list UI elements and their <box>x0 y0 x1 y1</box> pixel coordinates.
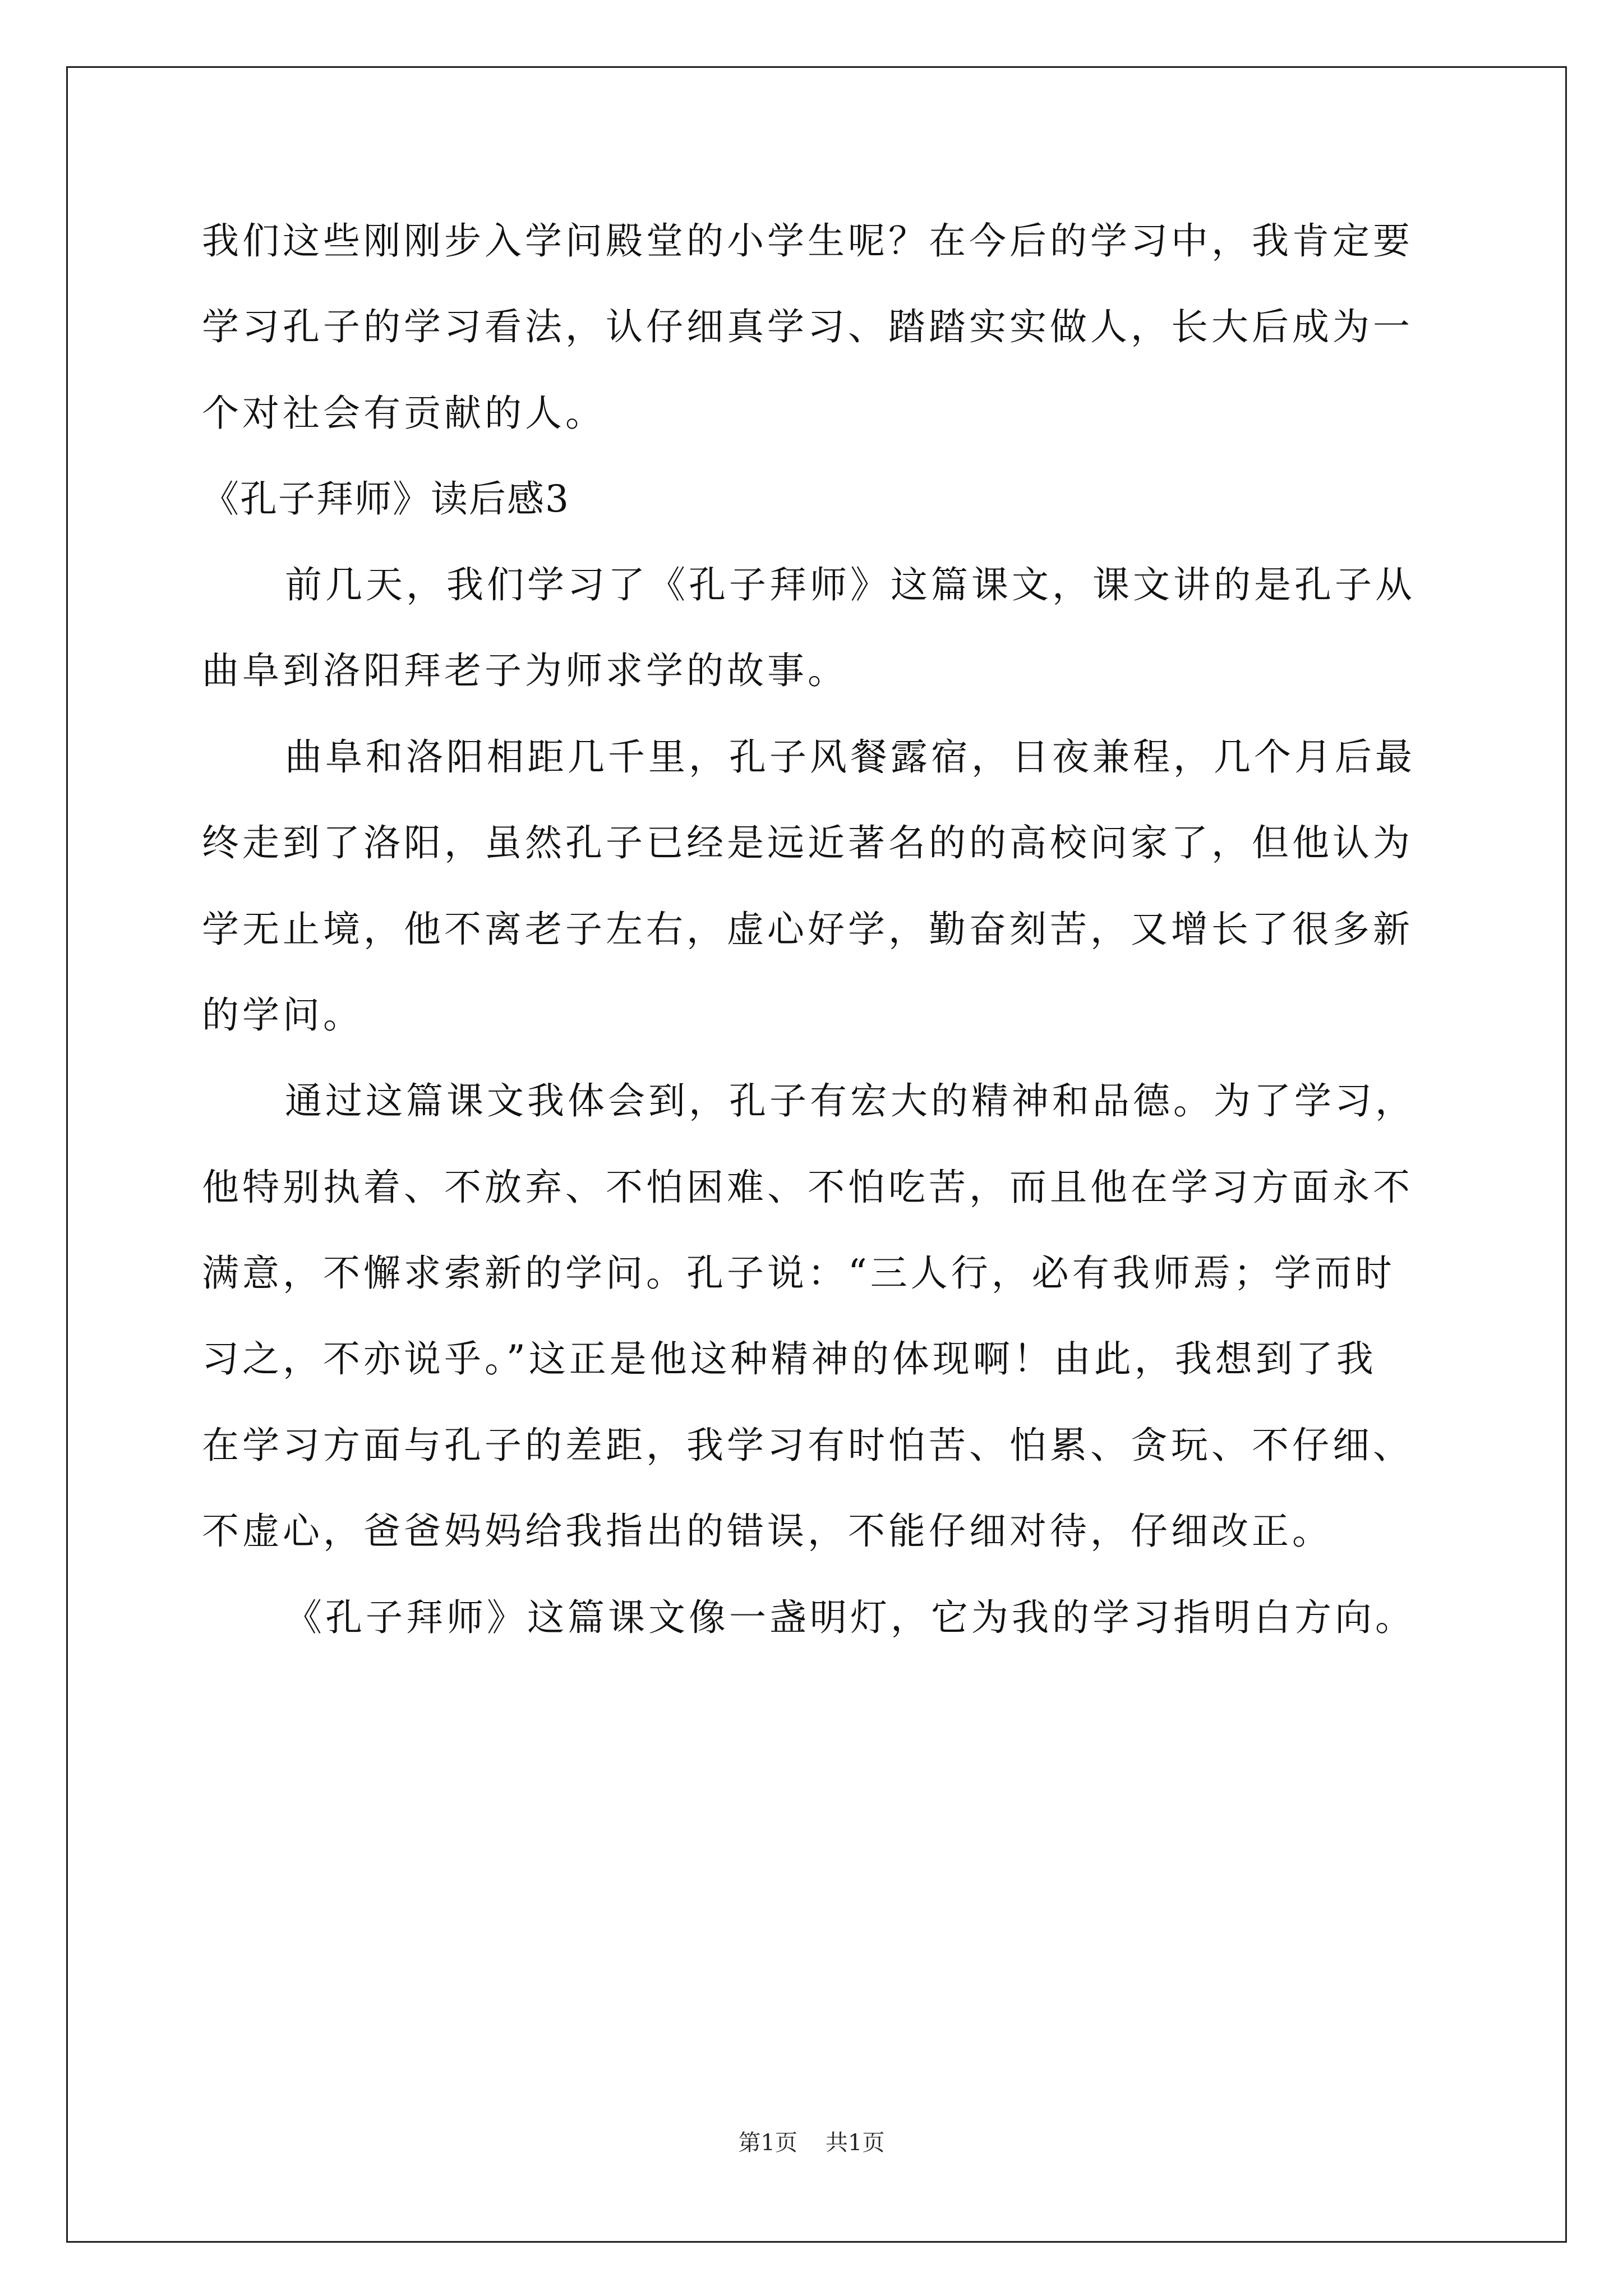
paragraph-line: 前几天，我们学习了《孔子拜师》这篇课文，课文讲的是孔子从 <box>285 563 1415 606</box>
section-title: 《孔子拜师》读后感3 <box>202 477 570 521</box>
page-total: 共1页 <box>826 2130 885 2156</box>
paragraph-line: 满意，不懈求索新的学问。孔子说：“三人行，必有我师焉；学而时 <box>202 1251 1395 1295</box>
paragraph-line: 曲阜到洛阳拜老子为师求学的故事。 <box>202 649 848 692</box>
paragraph-line: 在学习方面与孔子的差距，我学习有时怕苦、怕累、贪玩、不仔细、 <box>202 1424 1413 1467</box>
paragraph-line: 个对社会有贡献的人。 <box>202 392 606 435</box>
page-footer <box>0 2129 1623 2157</box>
paragraph-line: 学习孔子的学习看法，认仔细真学习、踏踏实实做人，长大后成为一 <box>202 305 1413 348</box>
paragraph-line: 我们这些刚刚步入学问殿堂的小学生呢？在今后的学习中，我肯定要 <box>202 219 1413 263</box>
paragraph-line: 习之，不亦说乎。”这正是他这种精神的体现啊！由此，我想到了我 <box>202 1337 1377 1381</box>
paragraph-line: 终走到了洛阳，虽然孔子已经是远近著名的的高校问家了，但他认为 <box>202 821 1413 864</box>
paragraph-line: 学无止境，他不离老子左右，虚心好学，勤奋刻苦，又增长了很多新 <box>202 908 1413 951</box>
paragraph-line: 《孔子拜师》这篇课文像一盏明灯，它为我的学习指明白方向。 <box>285 1596 1415 1639</box>
paragraph-line: 不虚心，爸爸妈妈给我指出的错误，不能仔细对待，仔细改正。 <box>202 1510 1332 1553</box>
paragraph-line: 通过这篇课文我体会到，孔子有宏大的精神和品德。为了学习， <box>285 1079 1415 1122</box>
paragraph-line: 曲阜和洛阳相距几千里，孔子风餐露宿，日夜兼程，几个月后最 <box>285 735 1415 779</box>
page-number: 第1页 <box>738 2130 797 2156</box>
paragraph-line: 他特别执着、不放弃、不怕困难、不怕吃苦，而且他在学习方面永不 <box>202 1166 1413 1209</box>
paragraph-line: 的学问。 <box>202 993 363 1037</box>
